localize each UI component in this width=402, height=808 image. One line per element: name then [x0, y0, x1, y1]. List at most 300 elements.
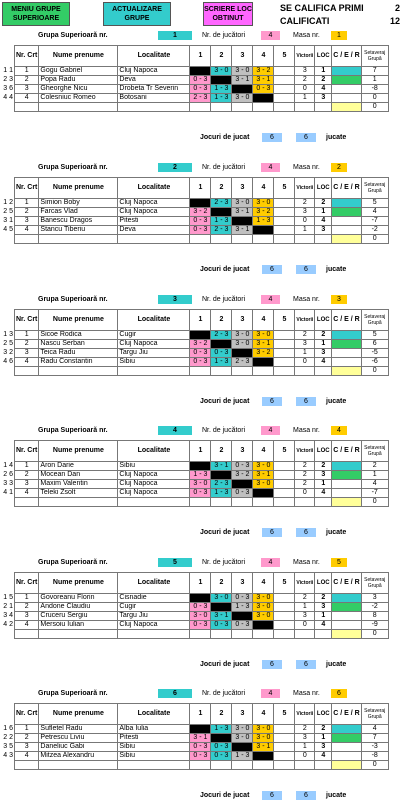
score-cell[interactable]: 2 - 3 — [190, 94, 211, 103]
score-cell[interactable] — [211, 76, 232, 85]
score-cell[interactable] — [232, 235, 253, 244]
score-cell[interactable]: 0 - 3 — [232, 621, 253, 630]
row-number: 4 — [15, 752, 39, 761]
header-col5: 5 — [274, 441, 295, 462]
cer-cell[interactable] — [332, 725, 361, 734]
score-cell[interactable] — [232, 743, 253, 752]
jucate-label: jucate — [326, 661, 347, 668]
write-place-button[interactable]: SCRIERE LOC OBTINUT — [203, 2, 253, 26]
group-number[interactable]: 3 — [158, 295, 192, 304]
table-row — [0, 199, 388, 208]
score-cell[interactable] — [274, 498, 295, 507]
score-cell[interactable] — [190, 367, 211, 376]
score-cell[interactable]: 3 - 1 — [211, 462, 232, 471]
cer-cell[interactable] — [332, 752, 361, 761]
cer-cell[interactable] — [332, 734, 361, 743]
score-cell[interactable] — [190, 199, 211, 208]
score-cell[interactable] — [190, 630, 211, 639]
score-cell[interactable] — [211, 761, 232, 770]
score-cell[interactable]: 1 - 3 — [253, 217, 274, 226]
player-locality[interactable]: Pitesti — [118, 217, 190, 226]
score-cell[interactable] — [274, 480, 295, 489]
score-cell[interactable] — [274, 752, 295, 761]
player-locality[interactable]: Deva — [118, 76, 190, 85]
player-locality[interactable]: Sibiu — [118, 462, 190, 471]
score-cell[interactable]: 1 - 3 — [211, 358, 232, 367]
score-cell[interactable] — [232, 103, 253, 112]
table-number[interactable]: 2 — [331, 163, 347, 172]
score-cell[interactable] — [211, 630, 232, 639]
players-count[interactable]: 4 — [261, 689, 280, 698]
score-cell[interactable]: 3 - 2 — [190, 340, 211, 349]
score-cell[interactable] — [274, 217, 295, 226]
score-cell[interactable]: 3 - 0 — [253, 199, 274, 208]
score-cell[interactable]: 1 - 3 — [211, 85, 232, 94]
score-cell[interactable] — [274, 340, 295, 349]
player-locality[interactable]: Botosani — [118, 94, 190, 103]
header-nr: Nr. Crt — [15, 704, 39, 725]
score-cell[interactable]: 0 - 3 — [190, 358, 211, 367]
score-cell[interactable]: 3 - 0 — [253, 480, 274, 489]
cer-cell[interactable] — [332, 621, 361, 630]
cer-cell[interactable] — [332, 471, 361, 480]
score-cell[interactable]: 2 - 3 — [211, 199, 232, 208]
player-name[interactable] — [39, 367, 118, 376]
score-cell[interactable]: 0 - 3 — [190, 349, 211, 358]
player-locality[interactable]: Deva — [118, 226, 190, 235]
cer-cell[interactable] — [332, 594, 361, 603]
score-cell[interactable] — [190, 462, 211, 471]
score-cell[interactable] — [190, 103, 211, 112]
setaveraj-value: 5 — [361, 199, 388, 208]
score-cell[interactable]: 0 - 3 — [211, 349, 232, 358]
player-locality[interactable]: Cluj Napoca — [118, 489, 190, 498]
score-cell[interactable] — [211, 340, 232, 349]
score-cell[interactable] — [274, 594, 295, 603]
group-number[interactable]: 2 — [158, 163, 192, 172]
player-name[interactable]: Andone Claudiu — [39, 603, 118, 612]
score-cell[interactable]: 1 - 3 — [190, 471, 211, 480]
score-cell[interactable] — [274, 734, 295, 743]
group-header — [0, 557, 402, 569]
player-locality[interactable]: Targu Jiu — [118, 612, 190, 621]
score-cell[interactable] — [190, 498, 211, 507]
cer-cell[interactable] — [332, 67, 361, 76]
menu-groups-button[interactable]: MENIU GRUPE SUPERIOARE — [2, 2, 70, 26]
score-cell[interactable] — [190, 761, 211, 770]
cer-cell[interactable] — [332, 743, 361, 752]
table-row — [0, 85, 388, 94]
score-cell[interactable]: 0 - 3 — [211, 752, 232, 761]
cer-cell[interactable] — [332, 480, 361, 489]
score-cell[interactable]: 3 - 0 — [253, 734, 274, 743]
table-number[interactable]: 4 — [331, 426, 347, 435]
player-locality[interactable]: Pitesti — [118, 734, 190, 743]
group-footer — [0, 660, 402, 670]
score-cell[interactable] — [211, 471, 232, 480]
group-number[interactable]: 1 — [158, 31, 192, 40]
score-cell[interactable]: 1 - 3 — [211, 94, 232, 103]
cer-cell[interactable] — [332, 103, 361, 112]
players-count[interactable]: 4 — [261, 558, 280, 567]
score-cell[interactable]: 3 - 0 — [253, 603, 274, 612]
cer-cell[interactable] — [332, 489, 361, 498]
score-cell[interactable] — [253, 498, 274, 507]
score-cell[interactable] — [253, 94, 274, 103]
player-locality[interactable]: Cluj Napoca — [118, 199, 190, 208]
player-name[interactable]: Nascu Serban — [39, 340, 118, 349]
score-cell[interactable]: 2 - 3 — [211, 226, 232, 235]
player-name[interactable]: Banescu Dragos — [39, 217, 118, 226]
score-cell[interactable] — [211, 603, 232, 612]
score-cell[interactable]: 1 - 3 — [211, 489, 232, 498]
score-cell[interactable]: 0 - 3 — [190, 621, 211, 630]
player-name[interactable] — [39, 103, 118, 112]
player-name[interactable]: Teleki Zsolt — [39, 489, 118, 498]
score-cell[interactable] — [274, 367, 295, 376]
score-cell[interactable]: 3 - 0 — [190, 480, 211, 489]
cer-cell[interactable] — [332, 761, 361, 770]
score-cell[interactable]: 3 - 0 — [232, 94, 253, 103]
score-cell[interactable] — [232, 367, 253, 376]
score-cell[interactable]: 1 - 3 — [211, 725, 232, 734]
califica-value[interactable]: 2 — [394, 3, 400, 13]
score-cell[interactable] — [274, 235, 295, 244]
score-cell[interactable] — [274, 199, 295, 208]
score-cell[interactable] — [274, 743, 295, 752]
score-cell[interactable] — [253, 103, 274, 112]
score-cell[interactable] — [274, 471, 295, 480]
score-cell[interactable] — [274, 85, 295, 94]
score-cell[interactable] — [274, 67, 295, 76]
score-cell[interactable]: 3 - 1 — [232, 76, 253, 85]
score-cell[interactable]: 3 - 1 — [232, 208, 253, 217]
player-locality[interactable]: Sibiu — [118, 743, 190, 752]
score-cell[interactable] — [274, 603, 295, 612]
score-cell[interactable]: 0 - 3 — [190, 217, 211, 226]
score-cell[interactable] — [253, 235, 274, 244]
player-locality[interactable]: Drobeta Tr Severin — [118, 85, 190, 94]
table-header-row — [0, 46, 388, 67]
header-col4: 4 — [253, 46, 274, 67]
victories: 2 — [295, 480, 315, 489]
score-cell[interactable] — [211, 103, 232, 112]
score-cell[interactable]: 3 - 0 — [211, 67, 232, 76]
score-cell[interactable]: 3 - 1 — [190, 734, 211, 743]
cer-cell[interactable] — [332, 630, 361, 639]
score-cell[interactable] — [211, 498, 232, 507]
score-cell[interactable]: 3 - 2 — [253, 349, 274, 358]
cer-cell[interactable] — [332, 199, 361, 208]
score-cell[interactable]: 3 - 0 — [253, 594, 274, 603]
score-cell[interactable]: 3 - 0 — [232, 340, 253, 349]
player-name[interactable]: Gogu Gabriel — [39, 67, 118, 76]
score-cell[interactable]: 3 - 1 — [253, 743, 274, 752]
score-cell[interactable]: 3 - 0 — [211, 594, 232, 603]
score-cell[interactable] — [211, 208, 232, 217]
cer-cell[interactable] — [332, 349, 361, 358]
score-cell[interactable] — [274, 761, 295, 770]
score-cell[interactable] — [253, 226, 274, 235]
setaveraj-value: 4 — [361, 208, 388, 217]
score-cell[interactable]: 3 - 1 — [211, 612, 232, 621]
score-cell[interactable] — [190, 594, 211, 603]
score-cell[interactable]: 0 - 3 — [232, 489, 253, 498]
score-cell[interactable] — [232, 480, 253, 489]
player-name[interactable] — [39, 761, 118, 770]
score-cell[interactable] — [253, 630, 274, 639]
row-number: 1 — [15, 67, 39, 76]
score-cell[interactable] — [274, 76, 295, 85]
player-name[interactable]: Colesniuc Romeo — [39, 94, 118, 103]
player-locality[interactable]: Targu Jiu — [118, 349, 190, 358]
score-cell[interactable]: 0 - 3 — [211, 743, 232, 752]
score-cell[interactable] — [274, 358, 295, 367]
update-groups-button[interactable]: ACTUALIZARE GRUPE — [103, 2, 171, 26]
player-name[interactable]: Daneliuc Gabi — [39, 743, 118, 752]
group-title: Grupa Superioară nr. — [38, 559, 108, 566]
score-cell[interactable]: 3 - 1 — [253, 471, 274, 480]
player-name[interactable] — [39, 498, 118, 507]
games-to-play: 6 — [262, 265, 282, 274]
header-col2: 2 — [211, 704, 232, 725]
score-cell[interactable]: 3 - 2 — [253, 208, 274, 217]
setaveraj-value: 4 — [361, 480, 388, 489]
score-cell[interactable]: 3 - 0 — [253, 612, 274, 621]
table-number[interactable]: 1 — [331, 31, 347, 40]
header-name: Nume prenume — [39, 46, 118, 67]
player-name[interactable] — [39, 630, 118, 639]
player-locality[interactable]: Sibiu — [118, 358, 190, 367]
header-col1: 1 — [190, 573, 211, 594]
player-locality[interactable] — [118, 498, 190, 507]
score-cell[interactable] — [232, 761, 253, 770]
score-cell[interactable]: 0 - 3 — [190, 752, 211, 761]
player-name[interactable]: Simion Boby — [39, 199, 118, 208]
player-name[interactable]: Farcas Vlad — [39, 208, 118, 217]
player-locality[interactable]: Cluj Napoca — [118, 208, 190, 217]
score-cell[interactable]: 2 - 3 — [211, 331, 232, 340]
score-cell[interactable]: 0 - 3 — [232, 594, 253, 603]
score-cell[interactable] — [274, 621, 295, 630]
player-locality[interactable]: Cugir — [118, 603, 190, 612]
score-cell[interactable]: 3 - 0 — [253, 462, 274, 471]
players-count[interactable]: 4 — [261, 31, 280, 40]
score-cell[interactable]: 3 - 0 — [253, 725, 274, 734]
player-locality[interactable]: Alba Iulia — [118, 725, 190, 734]
player-locality[interactable] — [118, 761, 190, 770]
score-cell[interactable] — [232, 498, 253, 507]
player-name[interactable]: Stancu Tiberiu — [39, 226, 118, 235]
player-locality[interactable]: Cugir — [118, 331, 190, 340]
cer-cell[interactable] — [332, 462, 361, 471]
player-locality[interactable]: Cluj Napoca — [118, 480, 190, 489]
score-cell[interactable]: 3 - 0 — [232, 199, 253, 208]
player-name[interactable]: Mocean Dan — [39, 471, 118, 480]
player-locality[interactable]: Cluj Napoca — [118, 67, 190, 76]
player-name[interactable]: Govoreanu Florin — [39, 594, 118, 603]
score-cell[interactable] — [190, 725, 211, 734]
player-name[interactable]: Cruceru Sergiu — [39, 612, 118, 621]
final-place — [315, 367, 332, 376]
seed-position — [0, 103, 15, 112]
score-cell[interactable] — [253, 752, 274, 761]
score-cell[interactable]: 3 - 1 — [253, 76, 274, 85]
score-cell[interactable] — [274, 462, 295, 471]
cer-cell[interactable] — [332, 340, 361, 349]
final-place: 1 — [315, 67, 332, 76]
cer-cell[interactable] — [332, 94, 361, 103]
player-locality[interactable] — [118, 235, 190, 244]
score-cell[interactable]: 0 - 3 — [190, 743, 211, 752]
score-cell[interactable]: 0 - 3 — [190, 226, 211, 235]
victories: 2 — [295, 471, 315, 480]
setaveraj-value: 1 — [361, 471, 388, 480]
player-locality[interactable] — [118, 103, 190, 112]
cer-cell[interactable] — [332, 235, 361, 244]
score-cell[interactable] — [232, 630, 253, 639]
played-label: Jocuri de jucat — [200, 661, 250, 668]
players-count[interactable]: 4 — [261, 426, 280, 435]
score-cell[interactable] — [211, 367, 232, 376]
score-cell[interactable]: 0 - 3 — [190, 76, 211, 85]
score-cell[interactable]: 0 - 3 — [190, 489, 211, 498]
player-name[interactable]: Mitzea Alexandru — [39, 752, 118, 761]
score-cell[interactable] — [253, 621, 274, 630]
score-cell[interactable] — [274, 226, 295, 235]
table-row — [0, 349, 388, 358]
setaveraj-value: -2 — [361, 603, 388, 612]
player-name[interactable]: Sicoe Rodica — [39, 331, 118, 340]
player-locality[interactable] — [118, 367, 190, 376]
score-cell[interactable]: 3 - 0 — [190, 612, 211, 621]
setaveraj-value: 7 — [361, 67, 388, 76]
cer-cell[interactable] — [332, 331, 361, 340]
score-cell[interactable] — [274, 94, 295, 103]
row-number: 2 — [15, 76, 39, 85]
score-cell[interactable]: 0 - 3 — [190, 603, 211, 612]
score-cell[interactable] — [232, 612, 253, 621]
player-locality[interactable]: Sibiu — [118, 752, 190, 761]
player-name[interactable]: Gheorghe Nicu — [39, 85, 118, 94]
score-cell[interactable] — [274, 208, 295, 217]
cer-cell[interactable] — [332, 85, 361, 94]
table-number[interactable]: 6 — [331, 689, 347, 698]
player-name[interactable]: Maxim Valentin — [39, 480, 118, 489]
player-name[interactable]: Popa Radu — [39, 76, 118, 85]
player-name[interactable] — [39, 235, 118, 244]
table-row — [0, 621, 388, 630]
setaveraj-value: -7 — [361, 489, 388, 498]
score-cell[interactable] — [274, 725, 295, 734]
score-cell[interactable] — [253, 367, 274, 376]
table-number[interactable]: 5 — [331, 558, 347, 567]
score-cell[interactable] — [274, 349, 295, 358]
score-cell[interactable]: 3 - 2 — [190, 208, 211, 217]
score-cell[interactable] — [211, 235, 232, 244]
score-cell[interactable] — [232, 217, 253, 226]
score-cell[interactable]: 2 - 3 — [211, 480, 232, 489]
player-name[interactable]: Radu Constantin — [39, 358, 118, 367]
top-toolbar — [0, 0, 402, 28]
players-count[interactable]: 4 — [261, 163, 280, 172]
cer-cell[interactable] — [332, 226, 361, 235]
score-cell[interactable] — [274, 331, 295, 340]
player-locality[interactable] — [118, 630, 190, 639]
player-name[interactable]: Sufletel Radu — [39, 725, 118, 734]
header-col3: 3 — [232, 704, 253, 725]
score-cell[interactable] — [190, 331, 211, 340]
score-cell[interactable]: 3 - 1 — [253, 340, 274, 349]
score-cell[interactable]: 2 - 3 — [232, 358, 253, 367]
score-cell[interactable]: 1 - 3 — [211, 217, 232, 226]
score-cell[interactable]: 0 - 3 — [253, 85, 274, 94]
score-cell[interactable] — [274, 103, 295, 112]
header-col3: 3 — [232, 46, 253, 67]
score-cell[interactable]: 3 - 0 — [232, 67, 253, 76]
score-cell[interactable]: 0 - 3 — [232, 462, 253, 471]
player-locality[interactable]: Cluj Napoca — [118, 621, 190, 630]
group-number[interactable]: 6 — [158, 689, 192, 698]
table-number[interactable]: 3 — [331, 295, 347, 304]
score-cell[interactable] — [253, 489, 274, 498]
score-cell[interactable] — [253, 358, 274, 367]
score-cell[interactable] — [274, 489, 295, 498]
cer-cell[interactable] — [332, 208, 361, 217]
score-cell[interactable] — [232, 349, 253, 358]
score-cell[interactable]: 3 - 0 — [232, 734, 253, 743]
score-cell[interactable] — [211, 734, 232, 743]
seed-position: 4 4 — [3, 94, 13, 101]
score-cell[interactable] — [274, 630, 295, 639]
header-cer: C / E / R — [332, 573, 361, 594]
score-cell[interactable]: 3 - 0 — [253, 331, 274, 340]
score-cell[interactable]: 0 - 3 — [190, 85, 211, 94]
players-count[interactable]: 4 — [261, 295, 280, 304]
player-locality[interactable]: Cluj Napoca — [118, 471, 190, 480]
cer-cell[interactable] — [332, 612, 361, 621]
player-name[interactable]: Mersoiu Iulian — [39, 621, 118, 630]
player-locality[interactable]: Cisnadie — [118, 594, 190, 603]
score-cell[interactable] — [232, 85, 253, 94]
cer-cell[interactable] — [332, 76, 361, 85]
group-number[interactable]: 5 — [158, 558, 192, 567]
player-name[interactable]: Petrescu Liviu — [39, 734, 118, 743]
player-name[interactable]: Aron Darie — [39, 462, 118, 471]
score-cell[interactable]: 3 - 0 — [232, 331, 253, 340]
cer-cell[interactable] — [332, 217, 361, 226]
player-name[interactable]: Teica Radu — [39, 349, 118, 358]
score-cell[interactable]: 3 - 2 — [232, 471, 253, 480]
table-row — [0, 94, 388, 103]
cer-cell[interactable] — [332, 603, 361, 612]
score-cell[interactable]: 3 - 1 — [232, 226, 253, 235]
score-cell[interactable] — [190, 67, 211, 76]
cer-cell[interactable] — [332, 498, 361, 507]
score-cell[interactable]: 3 - 2 — [253, 67, 274, 76]
score-cell[interactable]: 1 - 3 — [232, 752, 253, 761]
player-locality[interactable]: Cluj Napoca — [118, 340, 190, 349]
cer-cell[interactable] — [332, 358, 361, 367]
cer-cell[interactable] — [332, 367, 361, 376]
score-cell[interactable] — [253, 761, 274, 770]
group-number[interactable]: 4 — [158, 426, 192, 435]
score-cell[interactable]: 3 - 0 — [232, 725, 253, 734]
score-cell[interactable] — [274, 612, 295, 621]
score-cell[interactable]: 1 - 3 — [232, 603, 253, 612]
score-cell[interactable] — [190, 235, 211, 244]
score-cell[interactable]: 0 - 3 — [211, 621, 232, 630]
